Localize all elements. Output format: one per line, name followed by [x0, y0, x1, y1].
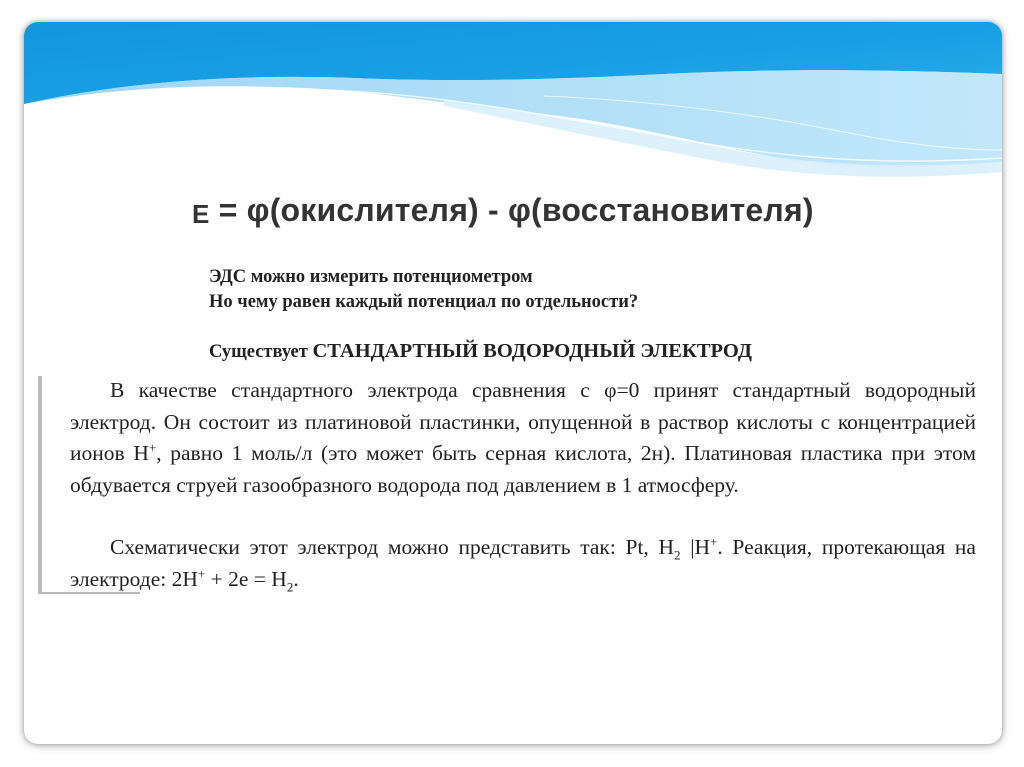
heading-prefix: Существует — [209, 342, 313, 362]
h2-product-subscript: 2 — [286, 578, 294, 594]
emf-symbol: E — [192, 199, 210, 229]
paragraph-2-text-d: + 2e = H — [205, 566, 287, 591]
heading-caps: СТАНДАРТНЫЙ ВОДОРОДНЫЙ ЭЛЕКТРОД — [312, 340, 752, 362]
h2-subscript: 2 — [674, 547, 681, 563]
h-ion-superscript: + — [148, 439, 157, 455]
note-line-1: ЭДС можно измерить потенциометром — [209, 267, 533, 287]
paragraph-2-text-a: Схематически этот электрод можно представить так: Pt, H — [110, 535, 675, 559]
emf-formula — [192, 192, 814, 229]
standard-electrode-heading — [209, 340, 752, 363]
paragraph-2-text-e: . — [293, 566, 299, 591]
h-ion-superscript-3: + — [197, 565, 206, 581]
paragraph-2-text-b: |H — [680, 535, 711, 559]
emf-formula-text: = φ(окислителя) - φ(восстановителя) — [209, 192, 814, 228]
paragraph-2 — [70, 532, 976, 595]
scanned-text-block — [38, 374, 1002, 595]
header-wave-decoration — [24, 22, 1002, 192]
paragraph-1-text-b: , равно 1 моль/л (это может быть серная кислота, 2н). Платиновая пластика при этом обдувается струей газообразного водорода под давлением в 1 атмосферу. — [70, 441, 976, 497]
note-line-2: Но чему равен каждый потенциал по отдельности? — [209, 292, 639, 312]
scan-left-border — [38, 376, 42, 592]
paragraph-1-text-a: В качестве стандартного электрода сравнения с φ=0 принят стандартный водородный электрод. Он состоит из платиновой пластинки, опущенной в раствор кислоты с концентрацией ионов H — [70, 378, 976, 465]
h-ion-superscript-2: + — [710, 533, 718, 549]
paragraph-1 — [70, 375, 976, 501]
emf-notes — [209, 265, 638, 315]
paragraph-2-text-c: . Реакция, протекающая на электроде: 2H — [70, 535, 976, 591]
slide — [24, 22, 1002, 744]
